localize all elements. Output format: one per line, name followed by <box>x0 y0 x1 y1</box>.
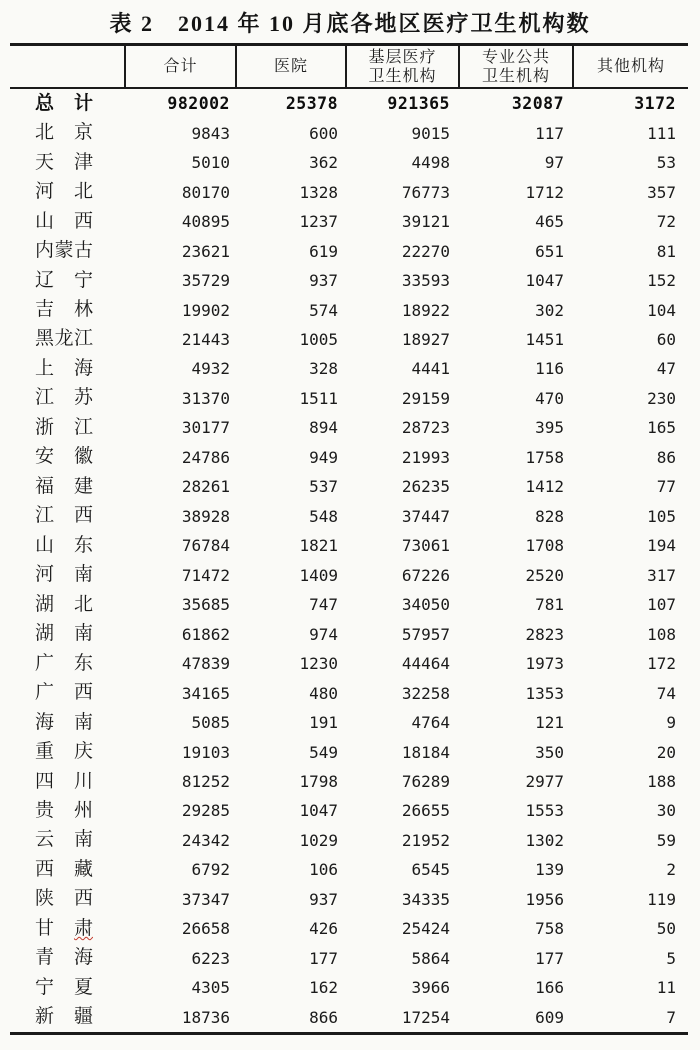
value-cell: 549 <box>309 742 338 762</box>
region-name <box>10 654 124 674</box>
region-name <box>10 624 124 644</box>
region-name-text: 贵 州 <box>35 799 93 821</box>
region-name-text: 浙 江 <box>35 416 93 438</box>
value-cell: 937 <box>309 271 338 291</box>
value-cell: 194 <box>647 536 676 556</box>
region-name <box>10 477 124 497</box>
value-cell: 1412 <box>525 477 564 497</box>
region-name <box>10 801 124 821</box>
value-cell: 26655 <box>401 801 450 821</box>
region-name-text: 吉 林 <box>35 299 93 321</box>
table-row <box>10 531 688 560</box>
value-cell: 35685 <box>181 595 230 615</box>
value-cell: 1328 <box>299 182 338 202</box>
value-cell: 177 <box>309 948 338 968</box>
value-cell: 47 <box>656 359 676 379</box>
value-cell: 21952 <box>401 830 450 850</box>
region-name-text: 总 计 <box>35 92 93 114</box>
value-cell: 105 <box>647 506 676 526</box>
region-name-text: 西 藏 <box>35 858 93 880</box>
value-cell: 609 <box>535 1007 564 1027</box>
region-name-text: 黑 龙 江 <box>35 328 93 350</box>
value-cell: 139 <box>535 860 564 880</box>
region-name <box>10 948 124 968</box>
value-cell: 60 <box>656 329 676 349</box>
region-name-text: 重 庆 <box>35 741 93 763</box>
value-cell: 6792 <box>191 860 230 880</box>
table-body <box>10 89 688 1032</box>
column-header-line: 卫生机构 <box>481 67 550 85</box>
table-header <box>10 46 688 89</box>
region-name <box>10 536 124 556</box>
value-cell: 1758 <box>525 447 564 467</box>
region-name-text: 上 海 <box>35 357 93 379</box>
region-name-text: 内 蒙 古 <box>35 240 93 262</box>
value-cell: 35729 <box>181 271 230 291</box>
value-cell: 426 <box>309 919 338 939</box>
value-cell: 26658 <box>181 919 230 939</box>
value-cell: 77 <box>656 477 676 497</box>
table-row <box>10 295 688 324</box>
region-name <box>10 860 124 880</box>
value-cell: 39121 <box>401 212 450 232</box>
value-cell: 44464 <box>401 654 450 674</box>
table-row <box>10 561 688 590</box>
column-header-line: 医院 <box>273 58 308 75</box>
value-cell: 32087 <box>511 94 564 114</box>
region-name <box>10 713 124 733</box>
value-cell: 1798 <box>299 772 338 792</box>
value-cell: 34335 <box>401 889 450 909</box>
region-name-text: 湖 南 <box>35 623 93 645</box>
value-cell: 1005 <box>299 329 338 349</box>
value-cell: 6545 <box>411 860 450 880</box>
value-cell: 1047 <box>525 271 564 291</box>
value-cell: 86 <box>656 447 676 467</box>
column-header <box>345 46 458 87</box>
value-cell: 21993 <box>401 447 450 467</box>
value-cell: 76773 <box>401 182 450 202</box>
value-cell: 59 <box>656 830 676 850</box>
table-row <box>10 708 688 737</box>
value-cell: 30 <box>656 801 676 821</box>
value-cell: 619 <box>309 241 338 261</box>
value-cell: 1553 <box>525 801 564 821</box>
table-row <box>10 619 688 648</box>
column-header <box>124 46 235 87</box>
region-name-text: 湖 北 <box>35 593 93 615</box>
table-row <box>10 796 688 825</box>
value-cell: 76784 <box>181 536 230 556</box>
value-cell: 19902 <box>181 300 230 320</box>
table-row <box>10 678 688 707</box>
value-cell: 172 <box>647 654 676 674</box>
region-name-text: 江 西 <box>35 505 93 527</box>
value-cell: 758 <box>535 919 564 939</box>
value-cell: 19103 <box>181 742 230 762</box>
value-cell: 1712 <box>525 182 564 202</box>
value-cell: 191 <box>309 713 338 733</box>
region-name-text: 宁 夏 <box>35 976 93 998</box>
region-name-text: 陕 西 <box>35 888 93 910</box>
region-name <box>10 506 124 526</box>
table-row <box>10 914 688 943</box>
value-cell: 162 <box>309 978 338 998</box>
value-cell: 1821 <box>299 536 338 556</box>
region-name-text: 江 苏 <box>35 387 93 409</box>
value-cell: 9 <box>666 713 676 733</box>
region-name <box>10 772 124 792</box>
value-cell: 18927 <box>401 329 450 349</box>
value-cell: 949 <box>309 447 338 467</box>
region-name-text: 海 南 <box>35 711 93 733</box>
value-cell: 1230 <box>299 654 338 674</box>
column-header <box>235 46 345 87</box>
value-cell: 106 <box>309 860 338 880</box>
table-row <box>10 384 688 413</box>
region-name <box>10 329 124 349</box>
value-cell: 11 <box>656 978 676 998</box>
value-cell: 9015 <box>411 123 450 143</box>
value-cell: 72 <box>656 212 676 232</box>
value-cell: 50 <box>656 919 676 939</box>
table-row <box>10 944 688 973</box>
value-cell: 37447 <box>401 506 450 526</box>
value-cell: 18922 <box>401 300 450 320</box>
region-name-text: 甘 肃 <box>35 917 93 939</box>
region-name-text: 辽 宁 <box>35 269 93 291</box>
table-row <box>10 325 688 354</box>
value-cell: 1708 <box>525 536 564 556</box>
value-cell: 1409 <box>299 565 338 585</box>
value-cell: 465 <box>535 212 564 232</box>
value-cell: 33593 <box>401 271 450 291</box>
value-cell: 31370 <box>181 388 230 408</box>
value-cell: 17254 <box>401 1007 450 1027</box>
table-row <box>10 443 688 472</box>
table-row <box>10 826 688 855</box>
value-cell: 57957 <box>401 624 450 644</box>
table-row <box>10 590 688 619</box>
value-cell: 982002 <box>167 94 230 114</box>
value-cell: 107 <box>647 595 676 615</box>
value-cell: 40895 <box>181 212 230 232</box>
table-row <box>10 855 688 884</box>
value-cell: 119 <box>647 889 676 909</box>
value-cell: 34050 <box>401 595 450 615</box>
table-row <box>10 148 688 177</box>
region-name-text: 广 西 <box>35 682 93 704</box>
value-cell: 9843 <box>191 123 230 143</box>
value-cell: 121 <box>535 713 564 733</box>
region-name <box>10 919 124 939</box>
value-cell: 3966 <box>411 978 450 998</box>
region-name-text: 北 京 <box>35 122 93 144</box>
value-cell: 357 <box>647 182 676 202</box>
value-cell: 4441 <box>411 359 450 379</box>
value-cell: 166 <box>535 978 564 998</box>
value-cell: 350 <box>535 742 564 762</box>
value-cell: 116 <box>535 359 564 379</box>
table-row <box>10 236 688 265</box>
value-cell: 32258 <box>401 683 450 703</box>
header-region-blank <box>10 46 124 87</box>
region-name <box>10 123 124 143</box>
value-cell: 67226 <box>401 565 450 585</box>
value-cell: 61862 <box>181 624 230 644</box>
value-cell: 71472 <box>181 565 230 585</box>
value-cell: 97 <box>544 153 564 173</box>
region-name-text: 天 津 <box>35 151 93 173</box>
table-row <box>10 413 688 442</box>
table-row <box>10 737 688 766</box>
table-title: 表 2 2014 年 10 月底各地区医疗卫生机构数 <box>109 11 591 36</box>
value-cell: 537 <box>309 477 338 497</box>
column-header-line: 基层医疗 <box>368 48 437 66</box>
value-cell: 23621 <box>181 241 230 261</box>
region-name <box>10 447 124 467</box>
value-cell: 28723 <box>401 418 450 438</box>
value-cell: 480 <box>309 683 338 703</box>
value-cell: 2520 <box>525 565 564 585</box>
value-cell: 1237 <box>299 212 338 232</box>
column-header-line: 其他机构 <box>596 58 665 75</box>
value-cell: 53 <box>656 153 676 173</box>
value-cell: 828 <box>535 506 564 526</box>
value-cell: 1047 <box>299 801 338 821</box>
value-cell: 1973 <box>525 654 564 674</box>
region-name <box>10 182 124 202</box>
region-name-text: 河 南 <box>35 564 93 586</box>
column-header-line: 卫生机构 <box>368 67 437 85</box>
region-name <box>10 889 124 909</box>
value-cell: 747 <box>309 595 338 615</box>
region-name-text: 福 建 <box>35 475 93 497</box>
region-name <box>10 241 124 261</box>
value-cell: 165 <box>647 418 676 438</box>
value-cell: 395 <box>535 418 564 438</box>
value-cell: 80170 <box>181 182 230 202</box>
value-cell: 81 <box>656 241 676 261</box>
value-cell: 177 <box>535 948 564 968</box>
value-cell: 152 <box>647 271 676 291</box>
value-cell: 362 <box>309 153 338 173</box>
value-cell: 188 <box>647 772 676 792</box>
table-row <box>10 973 688 1002</box>
region-name <box>10 388 124 408</box>
value-cell: 2 <box>666 860 676 880</box>
value-cell: 4498 <box>411 153 450 173</box>
region-name-text: 安 徽 <box>35 446 93 468</box>
table-row <box>10 207 688 236</box>
value-cell: 18184 <box>401 742 450 762</box>
value-cell: 81252 <box>181 772 230 792</box>
value-cell: 2823 <box>525 624 564 644</box>
value-cell: 29285 <box>181 801 230 821</box>
region-name <box>10 595 124 615</box>
region-name-text: 四 川 <box>35 770 93 792</box>
table-row <box>10 1003 688 1032</box>
value-cell: 302 <box>535 300 564 320</box>
table-row <box>10 767 688 796</box>
value-cell: 651 <box>535 241 564 261</box>
region-name-text: 山 西 <box>35 210 93 232</box>
column-header <box>458 46 572 87</box>
region-name <box>10 271 124 291</box>
value-cell: 1956 <box>525 889 564 909</box>
value-cell: 117 <box>535 123 564 143</box>
value-cell: 574 <box>309 300 338 320</box>
table-row <box>10 502 688 531</box>
value-cell: 317 <box>647 565 676 585</box>
value-cell: 781 <box>535 595 564 615</box>
value-cell: 73061 <box>401 536 450 556</box>
value-cell: 21443 <box>181 329 230 349</box>
value-cell: 2977 <box>525 772 564 792</box>
value-cell: 28261 <box>181 477 230 497</box>
value-cell: 1029 <box>299 830 338 850</box>
region-name <box>10 153 124 173</box>
value-cell: 937 <box>309 889 338 909</box>
value-cell: 1511 <box>299 388 338 408</box>
value-cell: 38928 <box>181 506 230 526</box>
value-cell: 5010 <box>191 153 230 173</box>
region-name-text: 云 南 <box>35 829 93 851</box>
value-cell: 600 <box>309 123 338 143</box>
region-name <box>10 830 124 850</box>
region-name-text: 新 疆 <box>35 1006 93 1028</box>
column-header <box>572 46 688 87</box>
column-header-line: 合计 <box>163 58 198 75</box>
value-cell: 24786 <box>181 447 230 467</box>
value-cell: 230 <box>647 388 676 408</box>
value-cell: 24342 <box>181 830 230 850</box>
value-cell: 4932 <box>191 359 230 379</box>
value-cell: 548 <box>309 506 338 526</box>
value-cell: 25378 <box>285 94 338 114</box>
value-cell: 37347 <box>181 889 230 909</box>
region-name <box>10 212 124 232</box>
value-cell: 26235 <box>401 477 450 497</box>
table-row <box>10 266 688 295</box>
table-row <box>10 118 688 147</box>
region-name-text: 广 东 <box>35 652 93 674</box>
table-row <box>10 472 688 501</box>
value-cell: 5864 <box>411 948 450 968</box>
value-cell: 1451 <box>525 329 564 349</box>
region-name <box>10 742 124 762</box>
region-name <box>10 565 124 585</box>
value-cell: 6223 <box>191 948 230 968</box>
value-cell: 47839 <box>181 654 230 674</box>
value-cell: 25424 <box>401 919 450 939</box>
value-cell: 4305 <box>191 978 230 998</box>
value-cell: 470 <box>535 388 564 408</box>
value-cell: 20 <box>656 742 676 762</box>
value-cell: 29159 <box>401 388 450 408</box>
value-cell: 3172 <box>634 94 676 114</box>
region-name <box>10 300 124 320</box>
value-cell: 30177 <box>181 418 230 438</box>
value-cell: 1302 <box>525 830 564 850</box>
region-name <box>10 1007 124 1027</box>
value-cell: 894 <box>309 418 338 438</box>
value-cell: 34165 <box>181 683 230 703</box>
value-cell: 111 <box>647 123 676 143</box>
value-cell: 5 <box>666 948 676 968</box>
value-cell: 921365 <box>387 94 450 114</box>
region-name-text: 河 北 <box>35 181 93 203</box>
table-row <box>10 354 688 383</box>
value-cell: 1353 <box>525 683 564 703</box>
value-cell: 328 <box>309 359 338 379</box>
value-cell: 104 <box>647 300 676 320</box>
table-row <box>10 649 688 678</box>
table-row <box>10 885 688 914</box>
value-cell: 7 <box>666 1007 676 1027</box>
value-cell: 76289 <box>401 772 450 792</box>
column-header-line: 专业公共 <box>481 48 550 66</box>
value-cell: 18736 <box>181 1007 230 1027</box>
value-cell: 108 <box>647 624 676 644</box>
value-cell: 22270 <box>401 241 450 261</box>
region-name-text: 山 东 <box>35 534 93 556</box>
region-name <box>10 683 124 703</box>
region-name <box>10 359 124 379</box>
value-cell: 74 <box>656 683 676 703</box>
region-name <box>10 94 124 114</box>
region-name <box>10 418 124 438</box>
value-cell: 5085 <box>191 713 230 733</box>
value-cell: 866 <box>309 1007 338 1027</box>
table-row <box>10 177 688 206</box>
table-row <box>10 89 688 118</box>
stats-table <box>10 43 688 1035</box>
region-name-text: 青 海 <box>35 947 93 969</box>
value-cell: 974 <box>309 624 338 644</box>
value-cell: 4764 <box>411 713 450 733</box>
region-name <box>10 978 124 998</box>
